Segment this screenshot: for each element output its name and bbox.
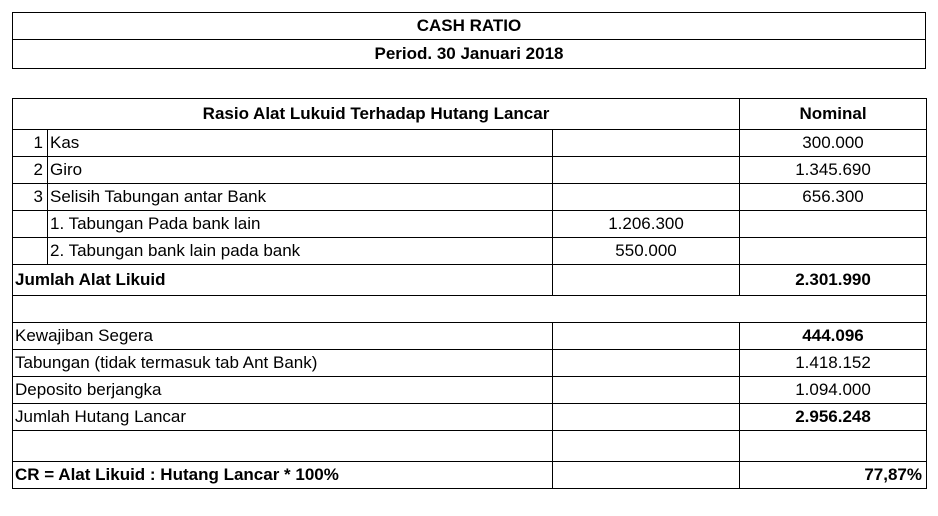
row-label: 2. Tabungan bank lain pada bank bbox=[48, 238, 553, 265]
row-number: 2 bbox=[13, 157, 48, 184]
row-number bbox=[13, 211, 48, 238]
ratio-row bbox=[13, 462, 927, 489]
spacer-cell bbox=[13, 296, 927, 323]
report-period: Period. 30 Januari 2018 bbox=[12, 39, 926, 69]
total-liquid-label: Jumlah Alat Likuid bbox=[13, 265, 553, 296]
table-row bbox=[13, 157, 927, 184]
spacer-row bbox=[13, 296, 927, 323]
row-label: Selisih Tabungan antar Bank bbox=[48, 184, 553, 211]
row-nominal bbox=[740, 238, 927, 265]
row-sub-value bbox=[553, 377, 740, 404]
liability-label: Tabungan (tidak termasuk tab Ant Bank) bbox=[13, 350, 553, 377]
liability-label: Deposito berjangka bbox=[13, 377, 553, 404]
table-row bbox=[13, 238, 927, 265]
spacer-cell bbox=[13, 431, 553, 462]
header-nominal: Nominal bbox=[740, 99, 927, 130]
row-sub-value: 550.000 bbox=[553, 238, 740, 265]
row-sub-value bbox=[553, 462, 740, 489]
row-sub-value: 1.206.300 bbox=[553, 211, 740, 238]
row-number: 1 bbox=[13, 130, 48, 157]
row-nominal: 656.300 bbox=[740, 184, 927, 211]
liability-total-row bbox=[13, 404, 927, 431]
liability-row bbox=[13, 323, 927, 350]
table-row bbox=[13, 130, 927, 157]
row-sub-value bbox=[553, 404, 740, 431]
table-row bbox=[13, 184, 927, 211]
liability-total-label: Jumlah Hutang Lancar bbox=[13, 404, 553, 431]
spacer-row bbox=[13, 431, 927, 462]
row-sub-value bbox=[553, 265, 740, 296]
row-nominal: 300.000 bbox=[740, 130, 927, 157]
table-header-row bbox=[13, 99, 927, 130]
liability-nominal: 444.096 bbox=[740, 323, 927, 350]
liability-row bbox=[13, 350, 927, 377]
cash-ratio-table bbox=[12, 98, 927, 489]
liability-nominal: 1.094.000 bbox=[740, 377, 927, 404]
row-number: 3 bbox=[13, 184, 48, 211]
row-sub-value bbox=[553, 350, 740, 377]
liability-label: Kewajiban Segera bbox=[13, 323, 553, 350]
ratio-label: CR = Alat Likuid : Hutang Lancar * 100% bbox=[13, 462, 553, 489]
liability-nominal: 1.418.152 bbox=[740, 350, 927, 377]
header-description: Rasio Alat Lukuid Terhadap Hutang Lancar bbox=[13, 99, 740, 130]
row-nominal: 1.345.690 bbox=[740, 157, 927, 184]
total-liquid-row bbox=[13, 265, 927, 296]
row-label: Giro bbox=[48, 157, 553, 184]
row-label: 1. Tabungan Pada bank lain bbox=[48, 211, 553, 238]
table-row bbox=[13, 211, 927, 238]
row-number bbox=[13, 238, 48, 265]
report-title: CASH RATIO bbox=[12, 12, 926, 40]
row-label: Kas bbox=[48, 130, 553, 157]
row-sub-value bbox=[553, 323, 740, 350]
row-sub-value bbox=[553, 130, 740, 157]
ratio-value: 77,87% bbox=[740, 462, 927, 489]
spacer-cell bbox=[553, 431, 740, 462]
total-liquid-value: 2.301.990 bbox=[740, 265, 927, 296]
spacer-cell bbox=[740, 431, 927, 462]
row-sub-value bbox=[553, 157, 740, 184]
liability-row bbox=[13, 377, 927, 404]
row-sub-value bbox=[553, 184, 740, 211]
row-nominal bbox=[740, 211, 927, 238]
liability-total-value: 2.956.248 bbox=[740, 404, 927, 431]
